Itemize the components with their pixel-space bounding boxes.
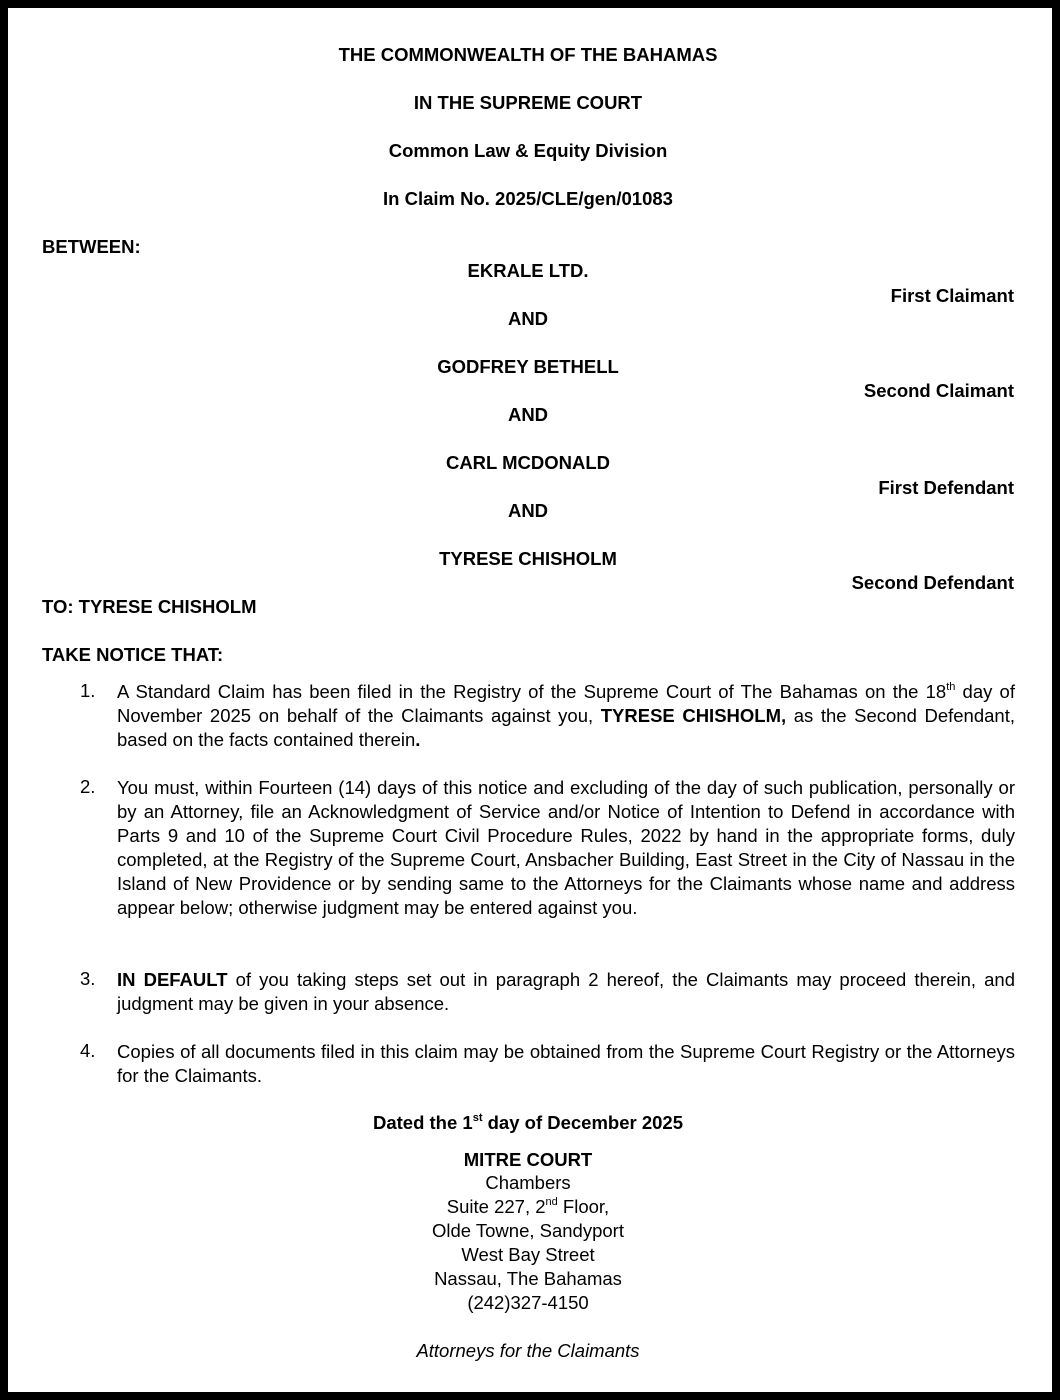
paragraph-1: [117, 680, 1015, 752]
party-2-name: GODFREY BETHELL: [437, 356, 619, 377]
address-line-1: Chambers: [485, 1172, 571, 1193]
paragraph-1-period: .: [415, 729, 421, 750]
address-line-2-a: Suite 227, 2: [446, 1196, 546, 1217]
and-separator-3: AND: [507, 500, 549, 521]
paragraph-3-body: of you taking steps set out in paragraph 2 hereof, the Claimants may proceed therein, and judgment may be given in your absence.: [117, 969, 1015, 1014]
paragraph-4-number: 4.: [80, 1040, 96, 1061]
paragraph-1-part-a: A Standard Claim has been filed in the Registry of the Supreme Court of The Bahamas on the 18: [117, 681, 947, 702]
division-heading: Common Law & Equity Division: [388, 140, 668, 161]
address-line-2-b: Floor,: [557, 1196, 610, 1217]
claim-number: In Claim No. 2025/CLE/gen/01083: [383, 188, 673, 209]
addressee-line: TO: TYRESE CHISHOLM: [42, 596, 257, 617]
attorneys-signature: Attorneys for the Claimants: [416, 1340, 640, 1361]
address-line-5: Nassau, The Bahamas: [434, 1268, 622, 1289]
address-line-2: [0, 1196, 1056, 1218]
dated-ordinal: st: [472, 1111, 483, 1124]
dated-line: [0, 1112, 1056, 1134]
paragraph-1-ordinal: th: [946, 680, 956, 693]
and-separator-2: AND: [507, 404, 549, 425]
address-line-3: Olde Towne, Sandyport: [432, 1220, 624, 1241]
party-4-role: Second Defendant: [851, 572, 1014, 593]
paragraph-3-default-label: IN DEFAULT: [117, 969, 228, 990]
party-3-name: CARL MCDONALD: [445, 452, 611, 473]
address-line-2-ordinal: nd: [545, 1195, 558, 1208]
party-4-name: TYRESE CHISHOLM: [439, 548, 617, 569]
paragraph-3: [117, 968, 1015, 1016]
paragraph-1-part-b: day of November 2025 on behalf of the Claimants against you,: [117, 681, 1015, 726]
paragraph-2: You must, within Fourteen (14) days of this notice and excluding of the day of such publication, personally or by an Attorney, file an Acknowledgment of Service and/or Notice of Intention to Defend in accordance with Parts 9 and 10 of the Supreme Court Civil Procedure Rules, 2022 by hand in the appropriate forms, duly completed, at the Registry of the Supreme Court, Ansbacher Building, East Street in the City of Nassau in the Island of New Providence or by sending same to the Attorneys for the Claimants whose name and address appear below; otherwise judgment may be entered against you.: [117, 777, 1015, 918]
paragraph-4: Copies of all documents filed in this claim may be obtained from the Supreme Court Registry or the Attorneys for the Claimants.: [117, 1041, 1015, 1086]
dated-part-b: day of December 2025: [482, 1112, 684, 1133]
paragraph-1-number: 1.: [80, 680, 96, 701]
paragraph-1-part-c: as the Second Defendant, based on the facts contained therein: [117, 705, 1015, 750]
paragraph-2-number: 2.: [80, 776, 96, 797]
paragraph-3-number: 3.: [80, 968, 96, 989]
and-separator-1: AND: [507, 308, 549, 329]
paragraph-1-defendant-name: TYRESE CHISHOLM,: [600, 705, 787, 726]
phone-number: (242)327-4150: [467, 1292, 589, 1313]
between-label: BETWEEN:: [42, 236, 141, 257]
party-2-role: Second Claimant: [863, 380, 1014, 401]
address-line-4: West Bay Street: [461, 1244, 595, 1265]
party-3-role: First Defendant: [878, 477, 1014, 498]
party-1-role: First Claimant: [890, 285, 1014, 306]
court-heading: IN THE SUPREME COURT: [413, 92, 643, 113]
dated-part-a: Dated the 1: [372, 1112, 473, 1133]
party-1-name: EKRALE LTD.: [467, 260, 589, 281]
take-notice-heading: TAKE NOTICE THAT:: [42, 644, 224, 665]
country-heading: THE COMMONWEALTH OF THE BAHAMAS: [338, 44, 718, 65]
firm-name: MITRE COURT: [463, 1149, 593, 1170]
